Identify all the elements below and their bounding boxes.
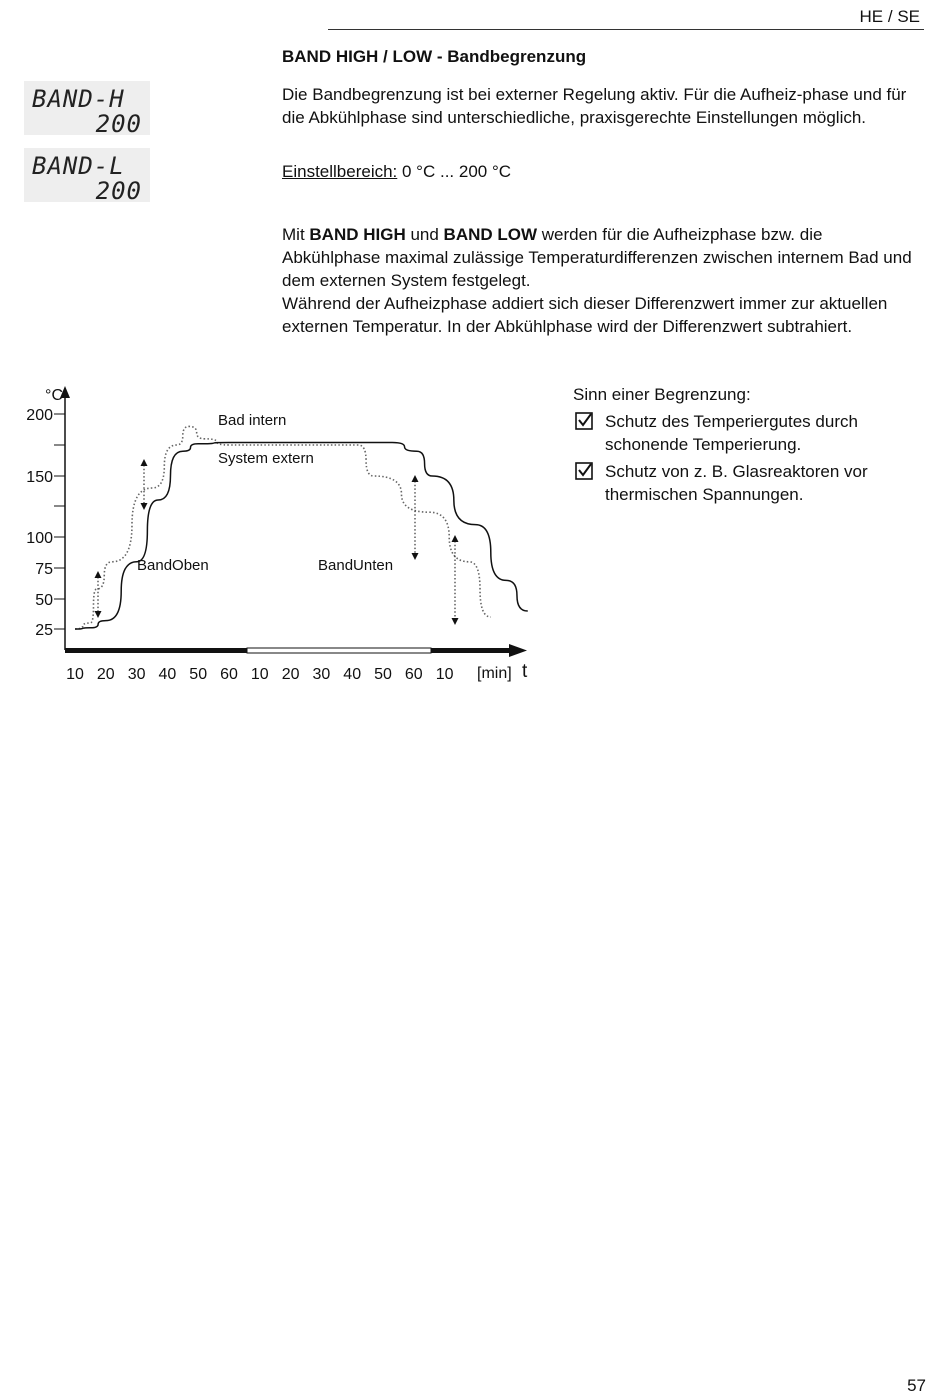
setting-range [282, 160, 922, 183]
y-tick-label: 50 [35, 592, 53, 609]
page-number: 57 [907, 1376, 926, 1395]
x-tick-label: 40 [343, 666, 362, 683]
x-unit-label: [min] [477, 665, 512, 682]
purpose-item [573, 460, 933, 506]
y-tick-label: 200 [26, 407, 53, 424]
x-tick-label: 40 [158, 666, 177, 683]
band-arrow-head [95, 611, 102, 618]
series-label-bad-intern: Bad intern [218, 412, 287, 429]
x-axis-segment-holding [247, 648, 431, 653]
body-text: Mit [282, 225, 310, 244]
intro-paragraph: Die Bandbegrenzung ist bei externer Regelung aktiv. Für die Aufheiz-phase und für die Abkühlphase sind unterschiedliche, praxisgerechte Einstellungen möglich. [282, 85, 907, 127]
x-axis-segment-cooling [431, 648, 509, 653]
y-axis-label: °C [45, 387, 63, 404]
header-rule [328, 29, 924, 30]
annotation-band-unten: BandUnten [318, 557, 394, 574]
lcd-line1: BAND-L [32, 152, 125, 180]
lcd-display-band-high [24, 81, 150, 135]
x-tick-label: 10 [66, 666, 84, 683]
purpose-heading: Sinn einer Begrenzung: [573, 385, 751, 404]
band-low-term: BAND LOW [443, 225, 538, 244]
lcd-line1: BAND-H [32, 85, 125, 113]
y-tick-label: 100 [26, 530, 53, 547]
x-axis-segment-heating [65, 648, 247, 653]
checked-box-icon [575, 462, 593, 480]
x-tick-label: 60 [404, 666, 423, 683]
x-tick-label: 60 [220, 666, 238, 683]
y-tick-label: 150 [26, 469, 53, 486]
band-arrow-head [412, 553, 419, 560]
series-line-system-extern [75, 443, 528, 629]
body-text: Während der Aufheizphase addiert sich dieser Differenzwert immer zur aktuellen externen Temperatur. In der Abkühlphase wird der Differenzwert subtrahiert. [282, 294, 888, 336]
checked-box-icon [575, 412, 593, 430]
setting-range-label: Einstellbereich: [282, 162, 398, 181]
band-high-term: BAND HIGH [309, 225, 406, 244]
band-arrow-head [452, 618, 459, 625]
setting-range-value: 0 °C ... 200 °C [397, 162, 512, 181]
series-label-system-extern: System extern [218, 450, 314, 467]
lcd-line2: 200 [95, 110, 142, 135]
x-tick-label: 50 [189, 666, 208, 683]
band-arrow-head [452, 535, 459, 542]
lcd-line2: 200 [95, 177, 142, 202]
header-label: HE / SE [859, 7, 920, 26]
x-tick-label: 50 [374, 666, 392, 683]
x-tick-label: 30 [127, 666, 146, 683]
x-axis-arrow [509, 644, 527, 657]
x-tick-label: 10 [250, 666, 269, 683]
band-arrow-head [412, 475, 419, 482]
y-tick-label: 25 [35, 622, 53, 639]
y-tick-label: 75 [35, 561, 53, 578]
band-arrow-head [141, 503, 148, 510]
band-arrow-head [141, 459, 148, 466]
lcd-display-band-low [24, 148, 150, 202]
purpose-item-text: Schutz von z. B. Glasreaktoren vor thermischen Spannungen. [605, 462, 868, 504]
x-tick-label: 20 [281, 666, 300, 683]
x-tick-label: 30 [312, 666, 331, 683]
x-tick-label: 10 [435, 666, 454, 683]
section-title: BAND HIGH / LOW - Bandbegrenzung [282, 47, 587, 66]
body-text: werden für die Aufheizphase bzw. die Abkühlphase maximal zulässige Temperaturdifferenzen zwischen internem Bad und dem externen System festgelegt. [282, 225, 912, 290]
x-axis-label: t [522, 661, 528, 682]
purpose-item [573, 410, 933, 456]
purpose-box [573, 383, 933, 506]
annotation-band-oben: BandOben [137, 557, 209, 574]
band-arrow-head [95, 571, 102, 578]
temperature-chart [0, 380, 560, 700]
purpose-item-text: Schutz des Temperiergutes durch schonende Temperierung. [605, 412, 858, 454]
body-text: und [405, 225, 444, 244]
body-paragraph [282, 223, 922, 338]
x-tick-label: 20 [96, 666, 115, 683]
